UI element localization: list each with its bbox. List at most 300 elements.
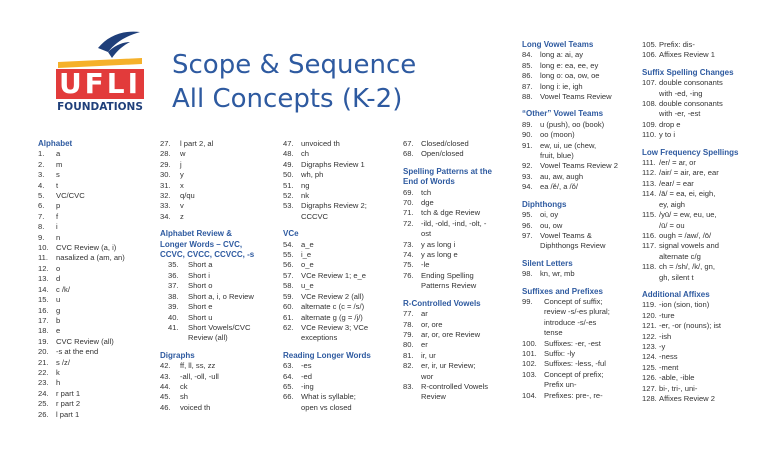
item-number: 97.: [522, 230, 533, 240]
list-item: [160, 361, 278, 371]
list-item: [38, 181, 150, 191]
section-heading: Spelling Patterns at the: [403, 166, 492, 176]
item-text: Affixes Review 1: [659, 50, 715, 60]
item-text: -es: [301, 361, 312, 371]
item-text: au, aw, augh: [540, 171, 584, 181]
list-item: [283, 170, 395, 180]
item-number: 120.: [642, 310, 657, 320]
list-item: [283, 201, 395, 211]
item-number: 84.: [522, 50, 533, 60]
item-number: 117.: [642, 241, 657, 251]
list-item-continued: ost: [421, 229, 432, 239]
item-number: 2.: [38, 159, 45, 169]
item-text: voiced th: [180, 402, 211, 412]
item-text: s: [56, 170, 60, 180]
item-text: -er, -or (nouns); ist: [659, 321, 722, 331]
item-number: 14.: [38, 284, 49, 294]
list-item: [38, 253, 150, 263]
list-item: [283, 240, 395, 250]
section-heading: R-Controlled Vowels: [403, 298, 481, 308]
list-item: [160, 403, 278, 413]
item-number: 60.: [283, 302, 294, 312]
item-text: p: [56, 201, 61, 211]
item-number: 121.: [642, 321, 657, 331]
item-text: a_e: [301, 239, 314, 249]
list-item: [160, 201, 278, 211]
list-item: [38, 295, 150, 305]
item-text: Concept of suffix;: [544, 296, 603, 306]
list-item: [38, 212, 150, 222]
item-number: 111.: [642, 158, 656, 168]
item-number: 128.: [642, 394, 657, 403]
item-text: -y: [659, 341, 666, 351]
item-number: 61.: [283, 312, 294, 322]
item-text: t: [56, 180, 59, 190]
item-text: Vowel Teams Review: [540, 92, 612, 102]
item-text: long a: ai, ay: [540, 50, 584, 60]
section-heading: “Other” Vowel Teams: [522, 109, 604, 119]
list-item: [642, 99, 766, 109]
item-number: 59.: [283, 291, 294, 301]
list-item: [403, 260, 511, 270]
item-text: /yū/ = ew, eu, ue,: [659, 210, 717, 220]
item-number: 33.: [160, 201, 171, 211]
item-number: 57.: [283, 270, 294, 280]
item-text: w: [180, 149, 186, 159]
list-item: [522, 297, 634, 307]
list-item: [642, 210, 766, 220]
item-number: 108.: [642, 99, 657, 109]
item-text: /ā/ = ea, ei, eigh,: [659, 189, 716, 199]
item-number: 70.: [403, 198, 414, 208]
item-number: 35.: [168, 260, 179, 270]
item-number: 85.: [522, 60, 533, 70]
item-text: long e: ea, ee, ey: [540, 60, 599, 70]
item-text: nasalized a (am, an): [56, 253, 125, 263]
list-item-continued: Diphthongs Review: [540, 241, 606, 251]
column-4: [403, 139, 511, 403]
item-text: d: [56, 274, 61, 284]
list-item: [522, 370, 634, 380]
item-text: bi-, tri-, uni-: [659, 383, 698, 393]
item-number: 56.: [283, 260, 294, 270]
item-number: 92.: [522, 161, 533, 171]
item-text: Digraphs Review 1: [301, 159, 365, 169]
list-item-continued: CCCVC: [301, 211, 329, 221]
item-number: 58.: [283, 281, 294, 291]
item-text: What is syllable;: [301, 392, 356, 402]
item-number: 48.: [283, 149, 294, 159]
list-item: [642, 179, 766, 189]
item-text: VCe Review 3; VCe: [301, 322, 369, 332]
item-number: 124.: [642, 352, 657, 362]
item-number: 17.: [38, 315, 49, 325]
item-text: o: [56, 263, 61, 273]
list-item-continued: Patterns Review: [421, 281, 477, 291]
list-item: [522, 71, 634, 81]
list-item: [160, 372, 278, 382]
item-number: 126.: [642, 373, 657, 383]
item-number: 105.: [642, 40, 657, 49]
item-text: ou, ow: [540, 220, 563, 230]
item-number: 86.: [522, 71, 533, 81]
item-number: 4.: [38, 180, 45, 190]
item-number: 23.: [38, 378, 49, 388]
list-item: [403, 198, 511, 208]
item-text: -able, -ible: [659, 373, 695, 383]
item-text: ch: [301, 149, 310, 159]
list-item: [38, 410, 150, 420]
section-heading: Suffixes and Prefixes: [522, 286, 603, 296]
list-item: [403, 240, 511, 250]
list-item-continued: fruit, blue): [540, 151, 574, 161]
item-number: 125.: [642, 362, 657, 372]
item-number: 9.: [38, 232, 45, 242]
section-heading: Silent Letters: [522, 258, 573, 268]
item-text: y to i: [659, 130, 676, 140]
item-text: i_e: [301, 250, 312, 260]
item-text: Short a: [188, 260, 213, 270]
item-number: 65.: [283, 381, 294, 391]
list-item: [522, 359, 634, 369]
section-heading: Low Frequency Spellings: [642, 147, 739, 157]
item-number: 69.: [403, 187, 414, 197]
item-number: 98.: [522, 269, 533, 279]
list-item: [403, 188, 511, 198]
section-heading: Digraphs: [160, 350, 195, 360]
list-item: [403, 208, 511, 218]
item-number: 71.: [403, 208, 414, 218]
item-text: kn, wr, mb: [540, 269, 575, 279]
item-number: 94.: [522, 182, 533, 192]
item-text: R-controlled Vowels: [421, 381, 489, 391]
item-text: u: [56, 295, 61, 305]
list-item-continued: ey, aigh: [659, 199, 686, 209]
list-item: [403, 351, 511, 361]
item-text: double consonants: [659, 78, 723, 88]
section-heading: End of Words: [403, 177, 455, 187]
list-item: [38, 233, 150, 243]
list-item: [403, 330, 511, 340]
item-text: y as long e: [421, 250, 458, 260]
item-text: n: [56, 232, 61, 242]
item-number: 10.: [38, 243, 49, 253]
list-item-continued: exceptions: [301, 333, 338, 343]
item-number: 44.: [160, 381, 171, 391]
title-line-1: Scope & Sequence: [172, 50, 417, 80]
list-item: [283, 372, 395, 382]
list-item: [642, 158, 766, 168]
item-text: -ment: [659, 362, 679, 372]
list-item: [522, 339, 634, 349]
item-number: 78.: [403, 319, 414, 329]
item-number: 127.: [642, 383, 657, 393]
item-number: 91.: [522, 140, 533, 150]
list-item: [642, 373, 766, 383]
item-text: u (push), oo (book): [540, 119, 605, 129]
list-item: [168, 271, 278, 281]
list-item: [38, 264, 150, 274]
list-item: [642, 384, 766, 394]
section-heading: Reading Longer Words: [283, 350, 371, 360]
item-number: 83.: [403, 381, 414, 391]
list-item: [283, 292, 395, 302]
item-number: 25.: [38, 399, 49, 409]
list-item: [38, 222, 150, 232]
list-item: [403, 340, 511, 350]
item-text: -ish: [659, 331, 672, 341]
title-line-2: All Concepts (K-2): [172, 84, 403, 114]
list-item: [160, 160, 278, 170]
list-item: [522, 92, 634, 102]
item-number: 100.: [522, 338, 537, 348]
item-number: 107.: [642, 78, 657, 88]
item-text: ar: [421, 309, 428, 319]
list-item: [522, 210, 634, 220]
list-item: [403, 309, 511, 319]
list-item: [38, 378, 150, 388]
item-number: 16.: [38, 305, 49, 315]
list-item: [38, 337, 150, 347]
item-number: 63.: [283, 361, 294, 371]
list-item: [642, 120, 766, 130]
list-item: [160, 181, 278, 191]
item-number: 110.: [642, 130, 657, 140]
column-2: [160, 139, 278, 413]
item-text: ough = /aw/, /ō/: [659, 230, 712, 240]
section-heading: VCe: [283, 229, 299, 239]
list-item: [38, 274, 150, 284]
list-item: [38, 347, 150, 357]
list-item: [642, 262, 766, 272]
item-text: Digraphs Review 2;: [301, 201, 367, 211]
list-item: [283, 392, 395, 402]
section-heading: Suffix Spelling Changes: [642, 67, 734, 77]
item-text: m: [56, 159, 63, 169]
list-item: [168, 281, 278, 291]
list-item: [168, 302, 278, 312]
item-text: dge: [421, 198, 434, 208]
list-item: [283, 139, 395, 149]
item-text: x: [180, 180, 184, 190]
item-number: 90.: [522, 130, 533, 140]
list-item: [38, 368, 150, 378]
item-text: VC/CVC: [56, 191, 85, 201]
item-number: 102.: [522, 359, 537, 369]
item-text: Suffix: -ly: [544, 348, 576, 358]
item-text: -ion (sion, tion): [659, 300, 710, 310]
item-number: 7.: [38, 211, 45, 221]
item-number: 50.: [283, 170, 294, 180]
item-number: 81.: [403, 350, 414, 360]
list-item-continued: Review: [421, 392, 446, 402]
item-text: ng: [301, 180, 310, 190]
item-number: 122.: [642, 331, 657, 341]
item-number: 79.: [403, 329, 414, 339]
item-number: 32.: [160, 191, 171, 201]
item-number: 13.: [38, 274, 49, 284]
item-text: /ear/ = ear: [659, 178, 694, 188]
list-item-continued: /ū/ = ou: [659, 220, 685, 230]
list-item-continued: gh, silent t: [659, 272, 694, 282]
item-number: 104.: [522, 390, 537, 400]
list-item: [283, 191, 395, 201]
item-number: 45.: [160, 392, 171, 402]
item-text: VCe Review 2 (all): [301, 291, 364, 301]
item-number: 30.: [160, 170, 171, 180]
item-number: 20.: [38, 347, 49, 357]
item-number: 80.: [403, 340, 414, 350]
item-number: 52.: [283, 191, 294, 201]
list-item-continued: alternate c/g: [659, 251, 701, 261]
item-text: Short a, i, o Review: [188, 291, 254, 301]
list-item: [642, 231, 766, 241]
section-heading: Diphthongs: [522, 199, 567, 209]
list-item: [403, 149, 511, 159]
item-number: 54.: [283, 239, 294, 249]
item-text: o_e: [301, 260, 314, 270]
item-text: CVC Review (a, i): [56, 243, 117, 253]
list-item: [168, 260, 278, 270]
list-item: [522, 161, 634, 171]
list-item: [403, 320, 511, 330]
list-item: [38, 160, 150, 170]
item-number: 89.: [522, 119, 533, 129]
item-number: 109.: [642, 119, 657, 129]
list-item: [283, 361, 395, 371]
item-number: 15.: [38, 295, 49, 305]
item-text: double consonants: [659, 99, 723, 109]
list-item: [283, 302, 395, 312]
list-item: [522, 231, 634, 241]
list-item: [522, 82, 634, 92]
item-number: 87.: [522, 81, 533, 91]
list-item: [642, 300, 766, 310]
list-item: [283, 181, 395, 191]
item-text: Vowel Teams Review 2: [540, 161, 618, 171]
list-item: [642, 311, 766, 321]
list-item: [642, 130, 766, 140]
item-number: 31.: [160, 180, 171, 190]
list-item: [642, 78, 766, 88]
list-item: [283, 382, 395, 392]
item-text: tch: [421, 187, 432, 197]
item-number: 42.: [160, 361, 171, 371]
list-item: [160, 392, 278, 402]
list-item: [522, 221, 634, 231]
list-item: [38, 201, 150, 211]
list-item-continued: with -ed, -ing: [659, 88, 703, 98]
list-item: [403, 271, 511, 281]
item-text: h: [56, 378, 61, 388]
section-heading: CCVC, CVCC, CCVCC, -s: [160, 250, 255, 260]
item-text: y: [180, 170, 184, 180]
list-item: [522, 141, 634, 151]
list-item: [38, 358, 150, 368]
item-text: Short Vowels/CVC: [188, 322, 251, 332]
item-number: 11.: [38, 253, 48, 263]
item-text: -le: [421, 260, 430, 270]
item-text: b: [56, 315, 61, 325]
item-text: oi, oy: [540, 210, 559, 220]
item-text: ff, ll, ss, zz: [180, 361, 216, 371]
list-item: [642, 321, 766, 331]
item-number: 75.: [403, 260, 414, 270]
item-number: 43.: [160, 371, 171, 381]
list-item: [642, 394, 766, 404]
item-number: 53.: [283, 201, 294, 211]
list-item: [168, 313, 278, 323]
ufli-logo: [50, 22, 150, 122]
list-item: [160, 382, 278, 392]
list-item-continued: open vs closed: [301, 402, 352, 412]
item-text: VCe Review 1; e_e: [301, 270, 367, 280]
item-text: -ness: [659, 352, 678, 362]
item-number: 88.: [522, 92, 533, 102]
list-item: [642, 40, 766, 50]
list-item: [522, 391, 634, 401]
list-item-continued: with -er, -est: [659, 109, 701, 119]
section-heading: Additional Affixes: [642, 289, 710, 299]
item-number: 113.: [642, 178, 657, 188]
list-item: [160, 170, 278, 180]
list-item: [642, 189, 766, 199]
item-number: 106.: [642, 50, 657, 60]
item-text: CVC Review (all): [56, 336, 114, 346]
item-text: q/qu: [180, 191, 195, 201]
item-number: 29.: [160, 159, 171, 169]
list-item: [38, 170, 150, 180]
item-text: Closed/closed: [421, 139, 469, 148]
item-text: -ed: [301, 371, 312, 381]
item-number: 68.: [403, 149, 414, 159]
item-number: 67.: [403, 139, 414, 148]
column-6: [642, 40, 766, 404]
item-text: /er/ = ar, or: [659, 158, 696, 168]
item-number: 37.: [168, 281, 179, 291]
item-number: 77.: [403, 309, 414, 319]
item-number: 73.: [403, 239, 414, 249]
list-item: [38, 389, 150, 399]
column-5: [522, 40, 634, 401]
list-item: [403, 250, 511, 260]
item-text: ch = /sh/, /k/, gn,: [659, 262, 715, 272]
item-text: sh: [180, 392, 189, 402]
list-item: [160, 212, 278, 222]
item-number: 118.: [642, 262, 657, 272]
list-item: [403, 219, 511, 229]
item-text: ew, ui, ue (chew,: [540, 140, 597, 150]
list-item: [38, 306, 150, 316]
list-item: [522, 120, 634, 130]
item-number: 1.: [38, 149, 45, 159]
list-item: [38, 326, 150, 336]
item-number: 6.: [38, 201, 45, 211]
item-number: 76.: [403, 270, 414, 280]
item-number: 46.: [160, 402, 171, 412]
list-item: [642, 363, 766, 373]
list-item: [283, 260, 395, 270]
logo-bottom-text: FOUNDATIONS: [57, 101, 143, 113]
list-item-continued: Prefix un-: [544, 380, 577, 390]
item-text: drop e: [659, 119, 681, 129]
list-item: [160, 191, 278, 201]
list-item: [642, 342, 766, 352]
item-text: ar, or, ore Review: [421, 329, 481, 339]
list-item: [168, 292, 278, 302]
list-item: [522, 61, 634, 71]
item-number: 101.: [522, 348, 537, 358]
